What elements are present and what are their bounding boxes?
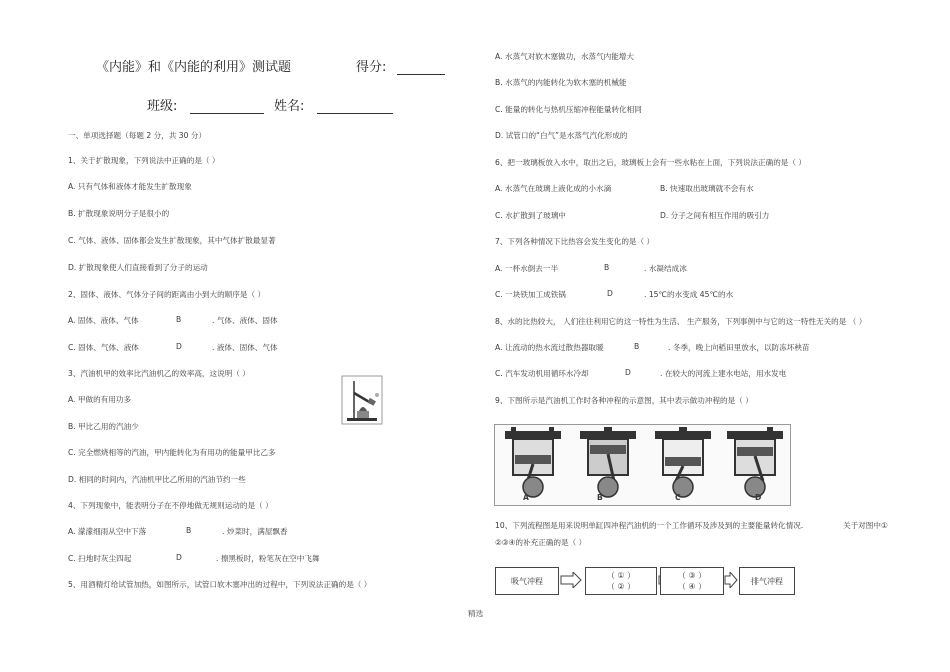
q5-option-d[interactable]: D. 试管口的“白气”是水蒸气汽化形成的 — [495, 131, 628, 140]
q3-option-b[interactable]: B. 甲比乙用的汽油少 — [68, 422, 139, 431]
class-field — [147, 95, 264, 114]
flow-arrow-1-icon — [560, 572, 582, 588]
name-label: 姓名: — [274, 99, 305, 114]
q8-option-b[interactable]: . 冬季，晚上向稻田里放水，以防冻坏秧苗 — [668, 343, 810, 352]
q8-option-b-letter[interactable]: B — [634, 342, 640, 351]
test-tube-figure — [341, 375, 383, 425]
q5-option-b[interactable]: B. 水蒸气的内能转化为软木塞的机械能 — [495, 78, 627, 87]
engine-label-b: B — [597, 493, 603, 502]
q1-option-c[interactable]: C. 气体、液体、固体都会发生扩散现象，其中气体扩散最显著 — [68, 236, 276, 245]
engine-b — [580, 427, 636, 497]
score-blank[interactable] — [397, 74, 445, 75]
question-2: 2、固体、液体、气体分子间的距离由小到大的顺序是（ ） — [68, 290, 266, 299]
q1-option-b[interactable]: B. 扩散现象说明分子是很小的 — [68, 209, 170, 218]
flow-box-step-3-4 — [660, 567, 724, 595]
flow-slot-3[interactable]: （ ③ ） — [677, 571, 707, 580]
q3-option-d[interactable]: D. 相同的时间内，汽油机甲比乙所用的汽油节约一些 — [68, 475, 246, 484]
q3-option-a[interactable]: A. 甲做的有用功多 — [68, 395, 132, 404]
engine-strokes-figure — [494, 424, 791, 506]
name-field — [274, 95, 393, 114]
question-10: 10、下列流程图是用来说明单缸四冲程汽油机的一个工作循环及涉及到的主要能量转化情况. — [495, 521, 804, 530]
engine-strokes-svg — [495, 425, 790, 505]
question-3: 3、汽油机甲的效率比汽油机乙的效率高，这说明（ ） — [68, 369, 250, 378]
q8-option-a[interactable]: A. 让流动的热水流过散热器取暖 — [495, 343, 604, 352]
engine-c — [655, 427, 711, 497]
score-label: 得分: — [356, 60, 387, 75]
question-10-line2: ②③④的补充正确的是（ ） — [495, 538, 587, 547]
q6-option-d[interactable]: D. 分子之间有相互作用的吸引力 — [660, 211, 770, 220]
q7-option-d[interactable]: . 15℃的水变成 45℃的水 — [644, 290, 734, 299]
question-5: 5、用酒精灯给试管加热，如图所示，试管口软木塞冲出的过程中，下列说法正确的是（ ） — [68, 580, 372, 589]
q7-option-b-letter[interactable]: B — [604, 263, 610, 272]
q2-option-b[interactable]: . 气体、液体、固体 — [212, 316, 278, 325]
q5-option-c[interactable]: C. 能量的转化与热机压缩冲程能量转化相同 — [495, 105, 642, 114]
score-field — [356, 56, 445, 75]
question-6: 6、把一玻璃板放入水中，取出之后，玻璃板上会有一些水粘在上面，下列说法正确的是（ ） — [495, 158, 806, 167]
q5-option-a[interactable]: A. 水蒸气对软木塞做功，水蒸气内能增大 — [495, 52, 634, 61]
q4-option-a[interactable]: A. 濛濛细雨从空中下落 — [68, 527, 147, 536]
q4-option-b[interactable]: . 炒菜时，满屋飘香 — [222, 527, 288, 536]
class-label: 班级: — [147, 99, 178, 114]
class-blank[interactable] — [190, 113, 264, 114]
flow-box-exhaust: 排气冲程 — [739, 567, 795, 595]
flow-slot-4[interactable]: （ ④ ） — [677, 582, 707, 591]
q4-option-c[interactable]: C. 扫地时灰尘四起 — [68, 554, 132, 563]
q8-option-d[interactable]: . 在较大的河流上建水电站，用水发电 — [660, 369, 787, 378]
section-heading: 一、单项选择题（每题 2 分，共 30 分） — [68, 131, 207, 140]
engine-a — [505, 427, 561, 497]
question-7: 7、下列各种情况下比热容会发生变化的是（ ） — [495, 237, 655, 246]
q1-option-a[interactable]: A. 只有气体和液体才能发生扩散现象 — [68, 182, 192, 191]
flow-arrow-3-icon — [724, 572, 738, 588]
page-title: 《内能》和《内能的利用》测试题 — [96, 60, 292, 75]
name-blank[interactable] — [317, 113, 393, 114]
question-4: 4、下列现象中，能表明分子在不停地做无规则运动的是（ ） — [68, 501, 273, 510]
q7-option-a[interactable]: A. 一杯水倒去一半 — [495, 264, 559, 273]
q6-option-b[interactable]: B. 快速取出玻璃就不会有水 — [660, 184, 754, 193]
flow-box-step-1-2 — [585, 567, 657, 595]
question-10-cont: 关于对图中① — [843, 521, 888, 530]
question-8: 8、水的比热较大， 人们往往利用它的这一特性为生活、 生产服务，下列事例中与它的这一特性无关的是 （ ） — [495, 317, 867, 326]
q2-option-b-letter[interactable]: B — [176, 315, 182, 324]
q4-option-d-letter[interactable]: D — [176, 553, 182, 562]
flow-slot-1[interactable]: （ ① ） — [606, 571, 636, 580]
q2-option-c[interactable]: C. 固体、气体、液体 — [68, 343, 139, 352]
q6-option-c[interactable]: C. 水扩散到了玻璃中 — [495, 211, 566, 220]
q6-option-a[interactable]: A. 水蒸气在玻璃上液化成的小水滴 — [495, 184, 612, 193]
q2-option-d-letter[interactable]: D — [176, 342, 182, 351]
footer-mark: 精选 — [468, 609, 484, 618]
q3-option-c[interactable]: C. 完全燃烧相等的汽油，甲内能转化为有用功的能量甲比乙多 — [68, 448, 276, 457]
question-1: 1、关于扩散现象，下列说法中正确的是（ ） — [68, 156, 220, 165]
question-9: 9、下图所示是汽油机工作时各种冲程的示意图，其中表示做功冲程的是（ ） — [495, 396, 753, 405]
q4-option-d[interactable]: . 擦黑板时，粉笔灰在空中飞舞 — [216, 554, 320, 563]
q8-option-d-letter[interactable]: D — [625, 368, 631, 377]
flow-slot-2[interactable]: （ ② ） — [606, 582, 636, 591]
q7-option-d-letter[interactable]: D — [607, 289, 613, 298]
engine-label-d: D — [755, 493, 762, 502]
flow-box-intake: 吸气冲程 — [495, 567, 559, 595]
q2-option-a[interactable]: A. 固体、液体、气体 — [68, 316, 139, 325]
engine-label-c: C — [675, 493, 681, 502]
q8-option-c[interactable]: C. 汽车发动机用循环水冷却 — [495, 369, 589, 378]
engine-label-a: A — [523, 493, 529, 502]
q2-option-d[interactable]: . 液体、固体、气体 — [212, 343, 278, 352]
engine-d — [727, 427, 783, 497]
q4-option-b-letter[interactable]: B — [186, 526, 192, 535]
q1-option-d[interactable]: D. 扩散现象使人们直接看到了分子的运动 — [68, 263, 208, 272]
q7-option-c[interactable]: C. 一块铁加工成铁锅 — [495, 290, 566, 299]
q7-option-b[interactable]: . 水凝结成冰 — [644, 264, 687, 273]
